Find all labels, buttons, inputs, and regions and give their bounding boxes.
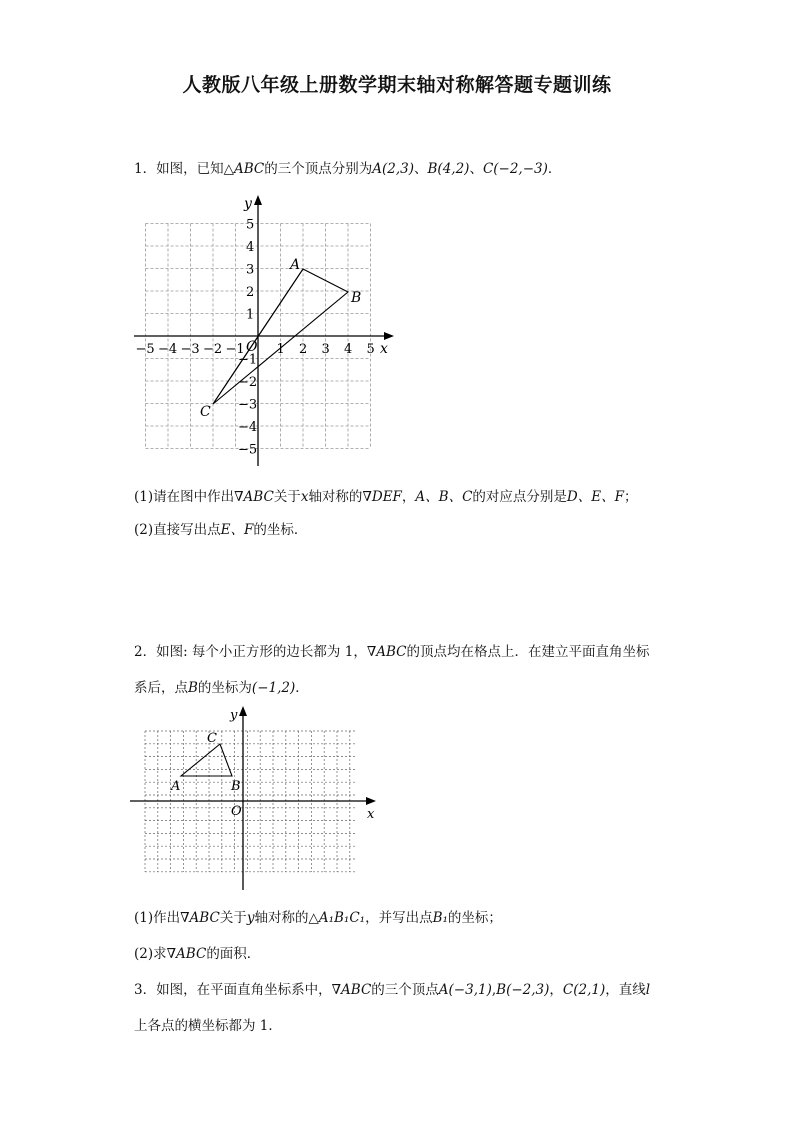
q1-y-tick-label: −5 <box>238 442 258 458</box>
q1-y-tick-label: 4 <box>246 240 255 255</box>
q2-label-a: A <box>171 779 181 794</box>
q1-label-b: B <box>351 290 362 306</box>
q2-axes <box>130 706 376 890</box>
q2-origin-label: O <box>231 804 242 819</box>
q1-tick-labels <box>136 218 375 458</box>
q2-sub1: (1)作出∇ABC关于y轴对称的△A₁B₁C₁，并写出点B₁的坐标； <box>134 910 502 926</box>
q2-label-c: C <box>207 731 217 746</box>
q3-stem-line2: 上各点的横坐标都为 1． <box>134 1018 282 1034</box>
q1-x-tick-label: 4 <box>344 342 353 357</box>
q1-y-tick-label: −3 <box>238 397 258 413</box>
q1-y-tick-label: −1 <box>238 352 258 368</box>
q1-y-tick-label: 1 <box>246 307 255 323</box>
q1-label-a: A <box>290 257 301 273</box>
q1-y-tick-label: −4 <box>238 420 258 435</box>
q1-x-tick-label: 5 <box>366 342 375 357</box>
q1-sub2: (2)直接写出点E、F的坐标． <box>134 522 308 538</box>
q2-stem-line2: 系后，点B的坐标为(−1,2)． <box>134 680 309 696</box>
q2-triangle-abc <box>181 744 232 776</box>
q1-x-tick-label: −2 <box>203 342 223 357</box>
q1-x-tick-label: 1 <box>276 342 285 357</box>
q2-stem-line1: 2．如图: 每个小正方形的边长都为 1，∇ABC的顶点均在格点上．在建立平面直角坐标 <box>134 644 650 660</box>
q2-coordinate-graph <box>0 702 794 892</box>
q1-sub1: (1)请在图中作出∇ABC关于x轴对称的∇DEF，A、B、C的对应点分别是D、E、F； <box>134 489 638 505</box>
q1-number: 1． <box>134 161 157 177</box>
q1-y-axis-label: y <box>244 196 252 212</box>
q3-stem-line1: 3．如图，在平面直角坐标系中，∇ABC的三个顶点A(−3,1),B(−2,3)，C(2,1)，直线l <box>134 982 651 998</box>
q2-sub2: (2)求∇ABC的面积． <box>134 946 261 962</box>
q1-x-axis-label: x <box>380 341 388 357</box>
q2-x-axis-label: x <box>367 807 375 822</box>
q1-y-tick-label: −2 <box>238 375 258 390</box>
q1-x-tick-label: 2 <box>299 342 308 357</box>
q2-y-axis-label: y <box>230 708 238 723</box>
q1-x-tick-label: −3 <box>180 342 200 357</box>
q2-label-b: B <box>231 779 241 794</box>
q1-x-tick-label: −4 <box>158 342 178 357</box>
q1-axes <box>134 195 394 466</box>
q1-coordinate-graph <box>0 190 794 490</box>
q1-stem: 1．如图，已知△ABC的三个顶点分别为A(2,3)、B(4,2)、C(−2,−3)． <box>134 161 562 177</box>
q1-x-tick-label: 3 <box>321 342 330 357</box>
q1-y-tick-label: 3 <box>246 262 255 278</box>
q1-x-tick-label: −1 <box>225 342 245 357</box>
q1-x-tick-label: −5 <box>135 342 155 357</box>
q1-y-tick-label: 2 <box>246 285 255 300</box>
q1-origin-label: O <box>246 339 258 355</box>
q2-number: 2． <box>134 644 157 660</box>
q1-y-tick-label: 5 <box>246 217 255 233</box>
q3-number: 3． <box>134 982 157 998</box>
q1-label-c: C <box>200 404 211 420</box>
page-title: 人教版八年级上册数学期末轴对称解答题专题训练 <box>182 74 612 96</box>
